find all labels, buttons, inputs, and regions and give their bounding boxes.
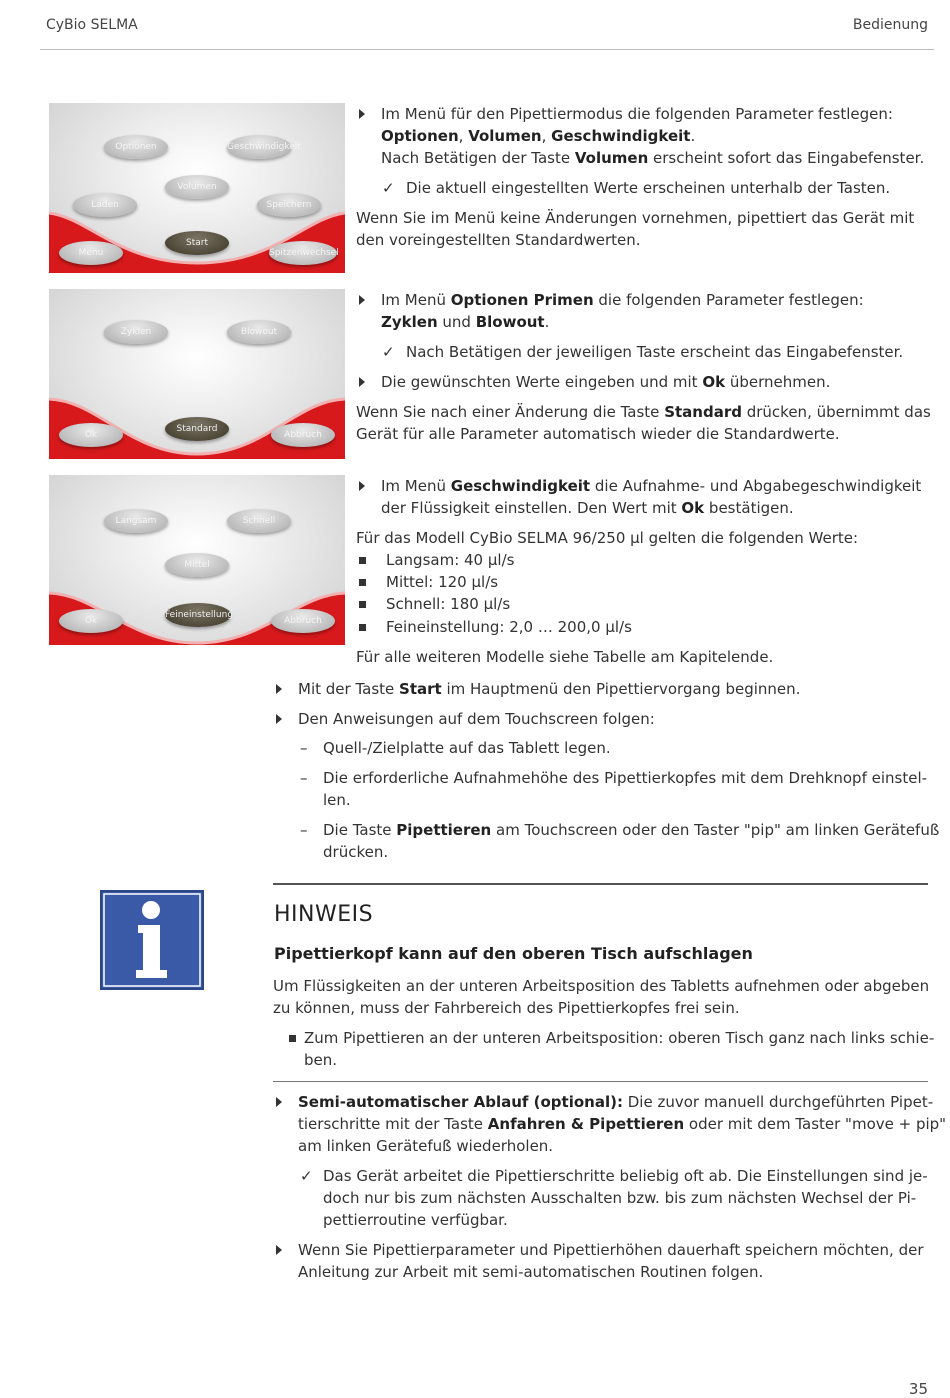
step-text: Im Menü für den Pipettiermodus die folgenden Parameter festlegen: Optionen, Volumen, Geschwindigkeit. Nach Betätigen der Taste Volumen erscheint sofort das Eingabefenster. — [381, 105, 925, 167]
screenshot-pipettiermodus — [49, 103, 345, 273]
step-text: Im Menü Geschwindigkeit die Aufnahme- und Abgabegeschwindigkeit der Flüssigkeit einstellen. Den Wert mit Ok bestätigen. — [381, 477, 922, 517]
result-text: Das Gerät arbeitet die Pipettierschritte beliebig oft ab. Die Einstellungen sind je- doch nur bis zum nächsten Ausschalten bzw. bis zum nächsten Wechsel der Pi- pettierroutine verfügbar. — [323, 1167, 928, 1229]
values-outro: Für alle weiteren Modelle siehe Tabelle am Kapitelende. — [356, 648, 774, 666]
hinweis-title: HINWEIS — [274, 902, 374, 927]
header-divider — [40, 49, 934, 50]
zyklen-button[interactable]: Zyklen — [104, 320, 168, 344]
hinweis-bottom-rule — [273, 1081, 928, 1082]
check-icon: ✓ — [382, 179, 395, 197]
dash-bullet: – — [300, 769, 308, 787]
screenshot-optionen-primen — [49, 289, 345, 459]
laden-button[interactable]: Laden — [73, 193, 137, 217]
abbruch-button[interactable]: Abbruch — [271, 609, 335, 633]
value-item: Schnell: 180 µl/s — [386, 595, 511, 613]
header-chapter: Bedienung — [852, 17, 928, 33]
hinweis-top-rule — [273, 883, 928, 885]
check-icon: ✓ — [382, 343, 395, 361]
bullet-icon — [359, 601, 366, 608]
value-item: Langsam: 40 µl/s — [386, 551, 515, 569]
screenshot-geschwindigkeit — [49, 475, 345, 645]
info-icon — [100, 890, 204, 990]
substep-text: Die erforderliche Aufnahmehöhe des Pipettierkopfes mit dem Drehknopf einstel- len. — [323, 769, 928, 809]
paragraph: Wenn Sie im Menü keine Änderungen vornehmen, pipettiert das Gerät mit den voreingestellten Standardwerten. — [356, 209, 915, 249]
page-number: 35 — [908, 1380, 928, 1398]
hinweis-subtitle: Pipettierkopf kann auf den oberen Tisch aufschlagen — [274, 944, 753, 963]
substep-text: Die Taste Pipettieren am Touchscreen oder den Taster "pip" am linken Gerätefuß drücken. — [323, 821, 940, 861]
bullet-icon — [359, 557, 366, 564]
mittel-button[interactable]: Mittel — [165, 553, 229, 577]
step-text: Wenn Sie Pipettierparameter und Pipettierhöhen dauerhaft speichern möchten, der Anleitung zur Arbeit mit semi-automatischen Routinen folgen. — [298, 1241, 924, 1281]
hinweis-paragraph: Um Flüssigkeiten an der unteren Arbeitsposition des Tabletts aufnehmen oder abgeben zu können, muss der Fahrbereich des Pipettierkopfes frei sein. — [273, 977, 930, 1017]
values-intro: Für das Modell CyBio SELMA 96/250 µl gelten die folgenden Werte: — [356, 529, 859, 547]
schnell-button[interactable]: Schnell — [227, 509, 291, 533]
step-text: Mit der Taste Start im Hauptmenü den Pipettiervorgang beginnen. — [298, 680, 801, 698]
abbruch-button[interactable]: Abbruch — [271, 423, 335, 447]
ok-button[interactable]: Ok — [59, 423, 123, 447]
spitzenwechsel-button[interactable]: Spitzenwechsel — [269, 241, 337, 265]
hinweis-bullet: Zum Pipettieren an der unteren Arbeitsposition: oberen Tisch ganz nach links schie- ben. — [304, 1029, 935, 1069]
step-arrow-icon — [276, 684, 282, 694]
langsam-button[interactable]: Langsam — [104, 509, 168, 533]
blowout-button[interactable]: Blowout — [227, 320, 291, 344]
step-arrow-icon — [359, 377, 365, 387]
step-arrow-icon — [359, 481, 365, 491]
step-arrow-icon — [276, 1097, 282, 1107]
step-arrow-icon — [276, 1245, 282, 1255]
step-text: Die gewünschten Werte eingeben und mit Ok übernehmen. — [381, 373, 831, 391]
check-icon: ✓ — [300, 1167, 313, 1185]
bullet-icon — [289, 1035, 296, 1042]
paragraph: Wenn Sie nach einer Änderung die Taste Standard drücken, übernimmt das Gerät für alle Parameter automatisch wieder die Standardwerte. — [356, 403, 931, 443]
step-arrow-icon — [359, 295, 365, 305]
result-text: Nach Betätigen der jeweiligen Taste erscheint das Eingabefenster. — [406, 343, 904, 361]
speichern-button[interactable]: Speichern — [257, 193, 321, 217]
value-item: Mittel: 120 µl/s — [386, 573, 499, 591]
bullet-icon — [359, 579, 366, 586]
menu-button[interactable]: Menu — [59, 241, 123, 265]
value-item: Feineinstellung: 2,0 … 200,0 µl/s — [386, 618, 632, 636]
header-product: CyBio SELMA — [46, 17, 138, 33]
feineinstellung-button[interactable]: Feineinstellung — [165, 603, 231, 627]
dash-bullet: – — [300, 821, 308, 839]
ok-button[interactable]: Ok — [59, 609, 123, 633]
bullet-icon — [359, 624, 366, 631]
step-arrow-icon — [276, 714, 282, 724]
step-text: Im Menü Optionen Primen die folgenden Parameter festlegen: Zyklen und Blowout. — [381, 291, 864, 331]
geschwindigkeit-button[interactable]: Geschwindigkeit — [227, 135, 291, 159]
result-text: Die aktuell eingestellten Werte erscheinen unterhalb der Tasten. — [406, 179, 891, 197]
start-button[interactable]: Start — [165, 231, 229, 255]
step-arrow-icon — [359, 109, 365, 119]
substep-text: Quell-/Zielplatte auf das Tablett legen. — [323, 739, 611, 757]
step-text: Den Anweisungen auf dem Touchscreen folgen: — [298, 710, 655, 728]
optionen-button[interactable]: Optionen — [104, 135, 168, 159]
volumen-button[interactable]: Volumen — [165, 175, 229, 199]
step-text: Semi-automatischer Ablauf (optional): Die zuvor manuell durchgeführten Pipet- tierschritte mit der Taste Anfahren & Pipettieren oder mit dem Taster "move + pip" am linken Gerätefuß wiederholen. — [298, 1093, 947, 1155]
standard-button[interactable]: Standard — [165, 417, 229, 441]
dash-bullet: – — [300, 739, 308, 757]
